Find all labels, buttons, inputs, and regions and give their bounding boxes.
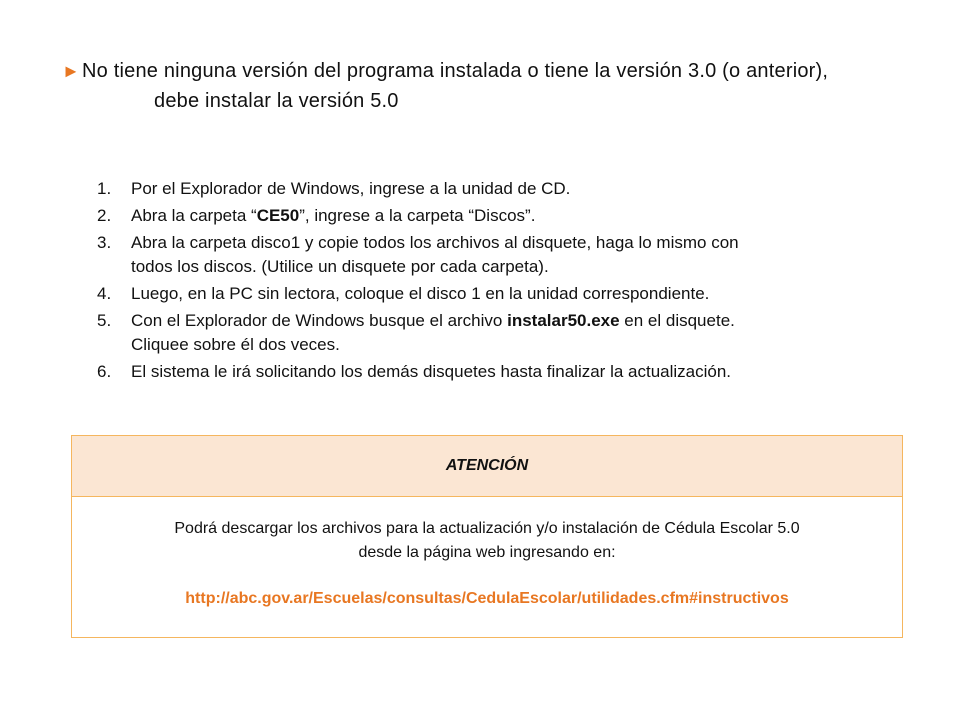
instruction-steps bbox=[97, 177, 877, 387]
folder-name: CE50 bbox=[256, 206, 300, 225]
step-item bbox=[97, 360, 877, 384]
step-item bbox=[97, 204, 877, 228]
step-item bbox=[97, 309, 877, 357]
download-link[interactable]: http://abc.gov.ar/Escuelas/consultas/CedulaEscolar/utilidades.cfm#instructivos bbox=[185, 590, 789, 607]
step-item bbox=[97, 231, 877, 279]
step-number: 5. bbox=[97, 311, 112, 330]
step-number: 2. bbox=[97, 206, 112, 225]
attention-text-line-1: Podrá descargar los archivos para la actualización y/o instalación de Cédula Escolar 5.0 bbox=[174, 520, 800, 537]
heading-line-2: debe instalar la versión 5.0 bbox=[154, 90, 399, 112]
step-item bbox=[97, 177, 877, 201]
section-heading bbox=[62, 56, 942, 116]
heading-line-1: No tiene ninguna versión del programa instalada o tiene la versión 3.0 (o anterior), bbox=[82, 60, 829, 82]
step-text-continued: Cliquee sobre él dos veces. bbox=[131, 335, 340, 354]
step-number: 1. bbox=[97, 179, 112, 198]
attention-text-line-2: desde la página web ingresando en: bbox=[358, 544, 616, 561]
step-text-continued: todos los discos. (Utilice un disquete por cada carpeta). bbox=[131, 257, 549, 276]
step-number: 4. bbox=[97, 284, 112, 303]
step-number: 3. bbox=[97, 233, 112, 252]
triangle-bullet-icon: ► bbox=[62, 61, 81, 81]
attention-box bbox=[71, 435, 903, 638]
attention-header bbox=[72, 436, 902, 497]
file-name: instalar50.exe bbox=[507, 311, 620, 330]
step-text-pre: Con el Explorador de Windows busque el archivo bbox=[131, 311, 508, 330]
step-text: Por el Explorador de Windows, ingrese a la unidad de CD. bbox=[131, 179, 571, 198]
step-text-post: ”, ingrese a la carpeta “Discos”. bbox=[299, 206, 536, 225]
step-text: El sistema le irá solicitando los demás disquetes hasta finalizar la actualización. bbox=[131, 362, 732, 381]
step-item bbox=[97, 282, 877, 306]
step-text: Luego, en la PC sin lectora, coloque el disco 1 en la unidad correspondiente. bbox=[131, 284, 710, 303]
step-text-pre: Abra la carpeta “ bbox=[131, 206, 257, 225]
step-number: 6. bbox=[97, 362, 112, 381]
step-text: Abra la carpeta disco1 y copie todos los archivos al disquete, haga lo mismo con bbox=[131, 233, 739, 252]
attention-body bbox=[72, 497, 902, 611]
step-text-post: en el disquete. bbox=[619, 311, 735, 330]
attention-title: ATENCIÓN bbox=[445, 457, 529, 474]
